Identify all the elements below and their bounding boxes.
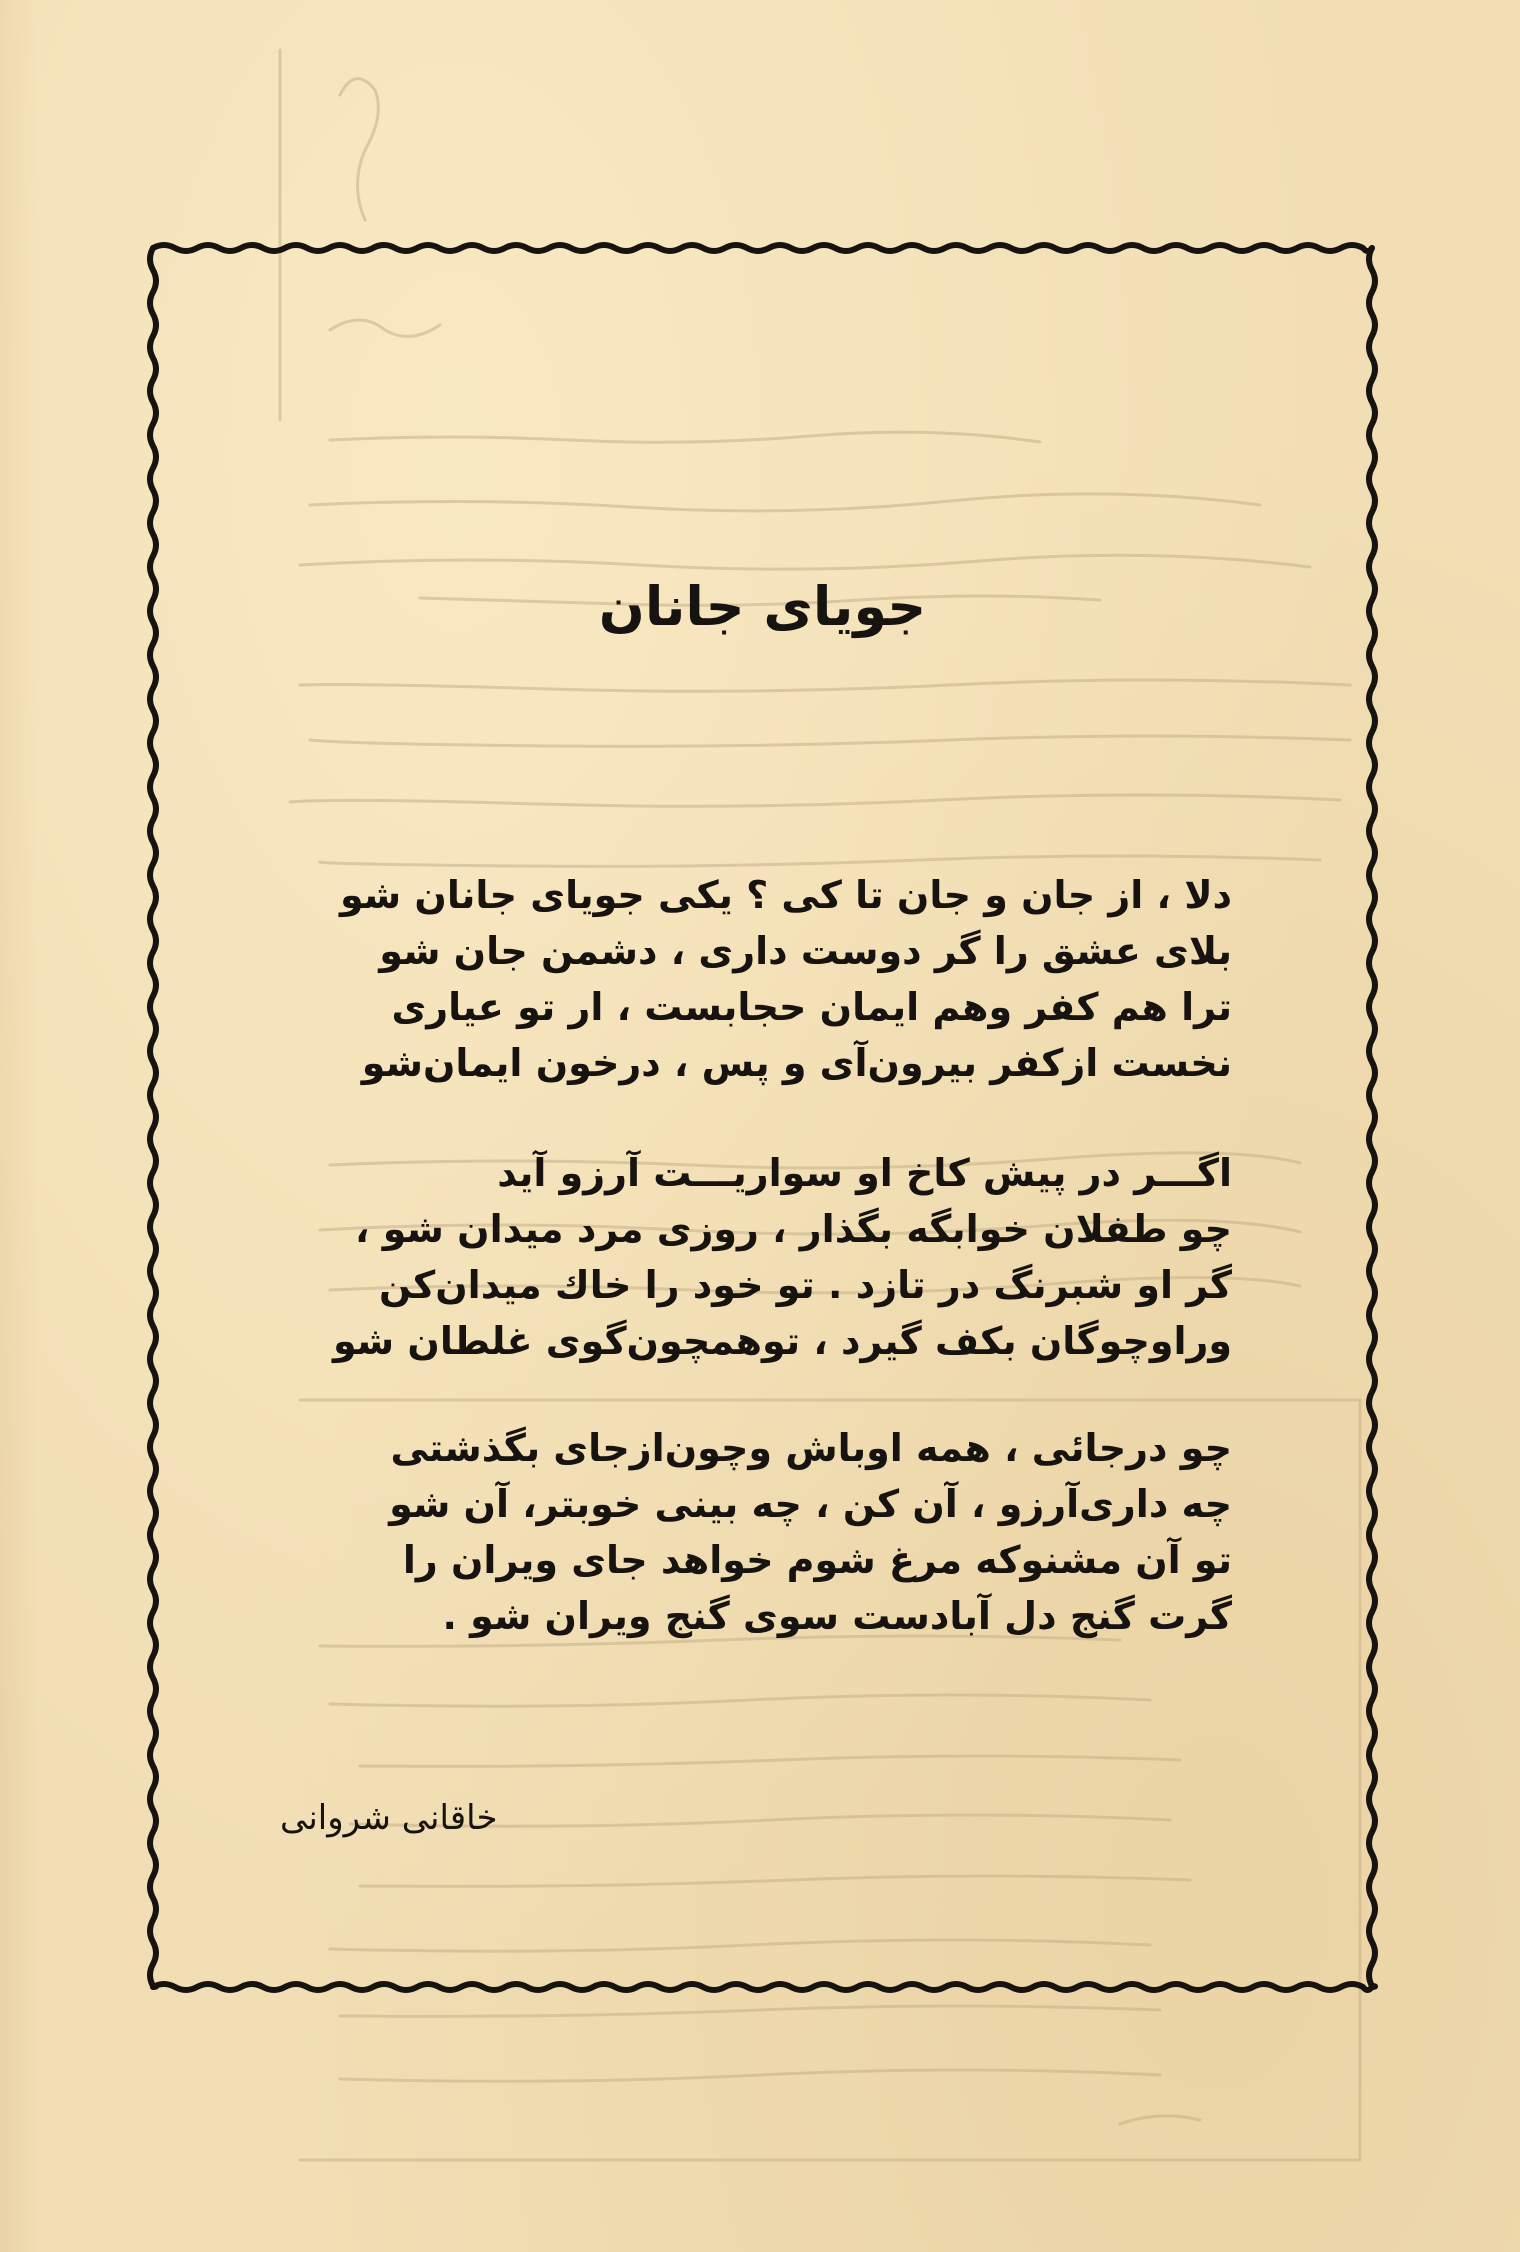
verse-line: گرت گنج دل آبادست سوی گنج ویران شو . [442,1594,1232,1638]
stanza-2 [332,1145,1232,1369]
verse-line: تو آن مشنوکه مرغ شوم خواهد جای ویران را [402,1538,1232,1582]
stanza-3 [372,1420,1232,1644]
decorative-frame [145,240,1380,1995]
verse-line: گر او شبرنگ در تازد . تو خود را خاك میدان‌کن [378,1263,1232,1307]
stanza-1 [339,867,1232,1091]
verse-line: دلا ، از جان و جان تا کی ؟ یکی جویای جانان شو [339,873,1232,917]
verse-line: ترا هم کفر وهم ایمان حجابست ، ار تو عیاری [391,985,1232,1029]
wavy-border [145,240,1380,1995]
author-name: خاقانی شروانی [280,1798,498,1838]
verse-line: وراوچوگان بکف گیرد ، توهمچون‌گوی غلطان شو [332,1319,1232,1363]
poem-title: جویای جانان [598,575,927,638]
verse-line: چه داری‌آرزو ، آن کن ، چه بینی خوبتر، آن شو [389,1482,1232,1526]
verse-line: بلای عشق را گر دوست داری ، دشمن جان شو [379,929,1232,973]
verse-line: اگـــر در پیش کاخ او سواریـــت آرزو آید [497,1151,1232,1195]
verse-line: نخست ازکفر بیرون‌آی و پس ، درخون ایمان‌شو [361,1041,1232,1085]
verse-line: چو درجائی ، همه اوباش وچون‌ازجای بگذشتی [390,1426,1232,1470]
verse-line: چو طفلان خوابگه بگذار ، روزی مرد میدان شو ، [355,1207,1232,1251]
